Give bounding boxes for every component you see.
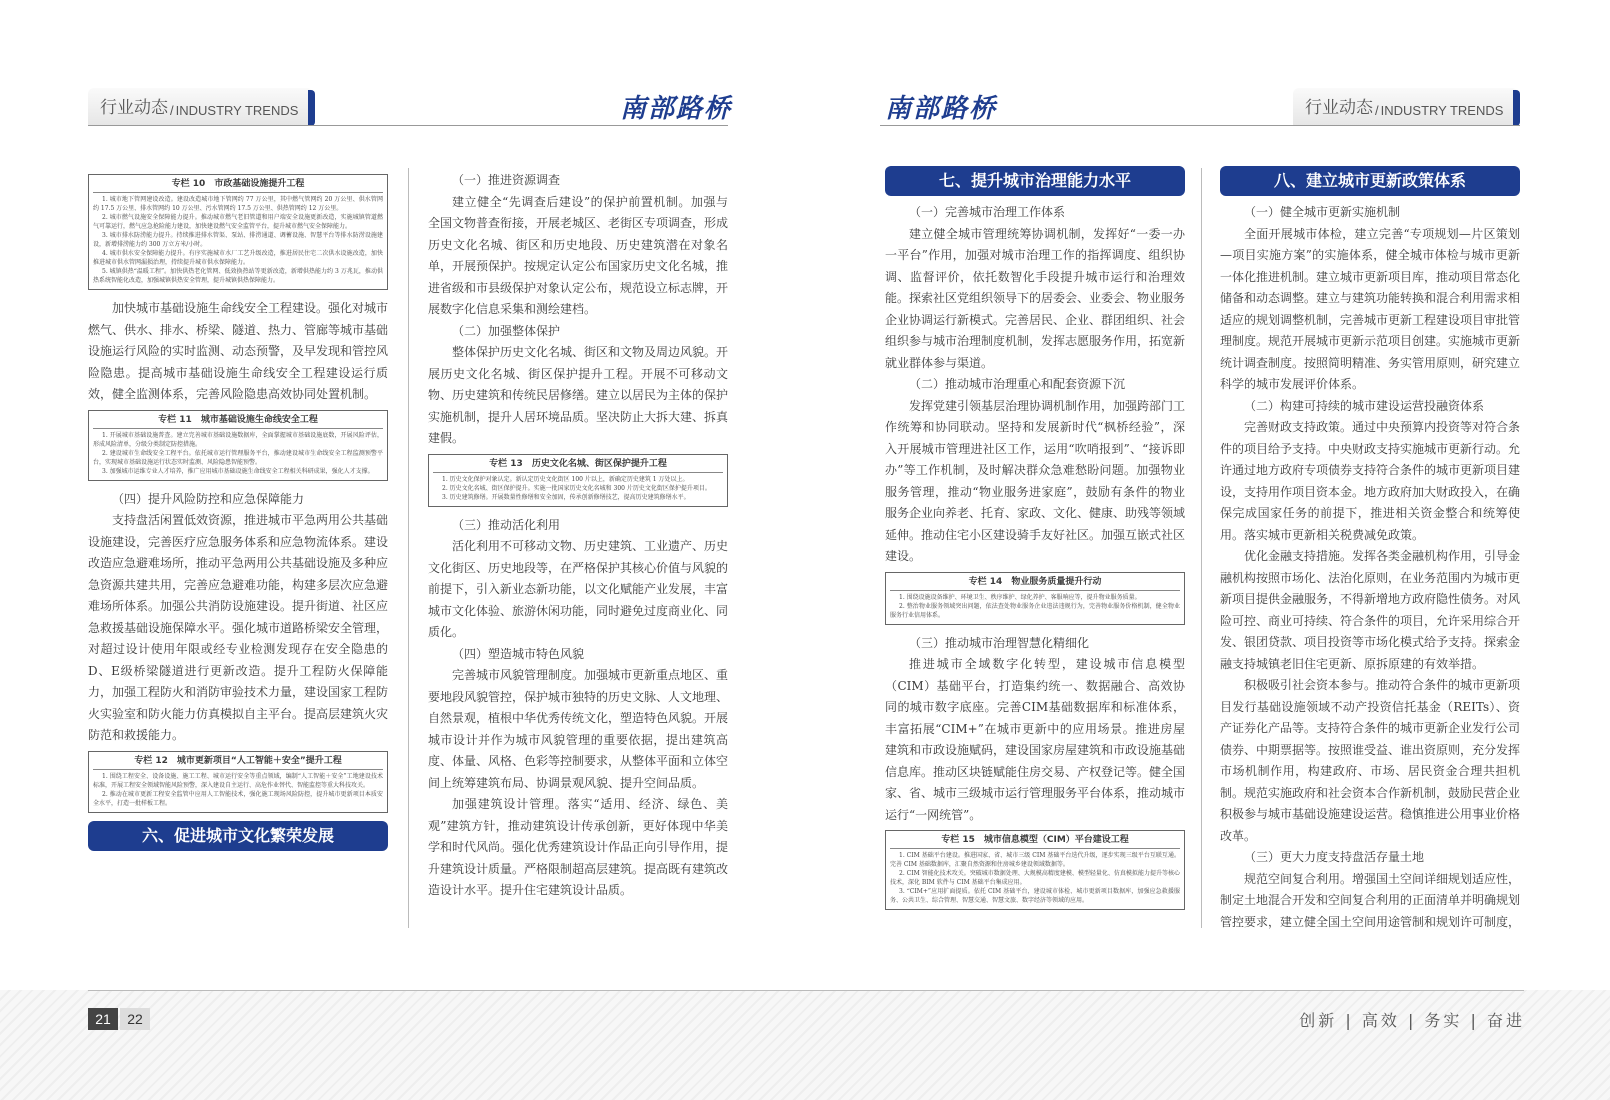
box-item: 2. CIM 智能化技术攻关。突破城市数据处理、大规模高精度建模、模型轻量化、仿真模拟能力提升等核心技术，深化 BIM 软件与 CIM 基础平台集成应用。	[890, 870, 1180, 886]
column-divider	[408, 168, 409, 928]
header-rule	[88, 125, 728, 126]
subsection-heading: （一）完善城市治理工作体系	[909, 205, 1066, 219]
body-paragraph: 建立健全城市管理统筹协调机制，发挥好“一委一办一平台”作用，加强对城市治理工作的指挥调度、组织协调、监督评价，依托数智化手段提升城市运行和治理效能。探索社区党组织领导下的居委会、业委会、物业服务企业协调运行新模式。完善居民、企业、群团组织、社会组织参与城市治理制度机制，发挥志愿服务作用，拓宽新就业群体参与渠道。	[885, 226, 1186, 370]
footer-background	[0, 990, 1610, 1100]
section-slash: /	[1375, 103, 1379, 118]
box-item: 1. 围绕工程安全、设备设施、施工工程、城市运行安全等重点领域，编制“人工智能＋安全”工地建设技术标准，开展工程安全领域智能风险预警，深入建设自主运行、高危作业替代、智能监控等重大科技攻关。	[93, 772, 383, 789]
column-divider	[1201, 168, 1202, 928]
header-accent-bar	[1513, 90, 1520, 126]
column-2	[428, 170, 728, 902]
body-paragraph: 建立健全“先调查后建设”的保护前置机制。加强与全国文物普查衔接，开展老城区、老街区专项调查，形成历史文化名城、街区和历史地段、历史建筑潜在对象名单，开展预保护。按规定认定公布国家历史文化名城，推进省级和市县级保护对象认定公布，规范设立标志牌，开展数字化信息采集和测绘建档。	[428, 194, 729, 316]
subsection-heading: （一）推进资源调查	[452, 173, 561, 187]
subsection-heading: （四）塑造城市特色风貌	[452, 646, 585, 661]
sidebar-box-13	[428, 454, 728, 507]
box-item: 2. 整治物业服务领域突出问题，依法查处物业服务企业违法违规行为，完善物业服务价格机制，健全物业服务行业信用体系。	[890, 602, 1180, 619]
sidebar-box-15	[885, 830, 1185, 910]
body-paragraph: 加强建筑设计管理。落实“适用、经济、绿色、美观”建筑方针，推动建筑设计传承创新，更好体现中华美学和时代风尚。强化优秀建筑设计作品正向引导作用，提升建筑设计质量。严格限制超高层建筑。提高既有建筑改造设计水平。提升住宅建筑设计品质。	[428, 797, 729, 897]
section-title-en: INDUSTRY TRENDS	[1380, 103, 1504, 118]
box-item: 2. 历史文化名城、街区保护提升。实施一批国家历史文化名城和 300 片历史文化街区保护提升项目。	[442, 484, 711, 492]
subsection-heading: （二）构建可持续的城市建设运营投融资体系	[1244, 398, 1485, 413]
box-title: 专栏 14 物业服务质量提升行动	[890, 575, 1180, 591]
header-rule	[880, 125, 1520, 126]
box-item: 3. 城市排水防涝能力提升。持续推进排水管渠、泵站、排涝通道、调蓄设施、智慧平台等排水防涝设施建设，新增排涝能力约 300 万立方米/小时。	[93, 232, 383, 248]
footer-slogan: 创新 | 高效 | 务实 | 奋进	[1299, 1011, 1525, 1030]
body-paragraph: 加快城市基础设施生命线安全工程建设。强化对城市燃气、供水、排水、桥梁、隧道、热力、管廊等城市基础设施运行风险的实时监测、动态预警，及早发现和管控风险隐患。提高城市基础设施生命线安全工程建设运行质效，健全监测体系，完善风险隐患高效协同处置机制。	[88, 301, 389, 401]
body-paragraph: 发挥党建引领基层治理协调机制作用，加强跨部门工作统筹和协同联动。坚持和发展新时代“枫桥经验”，深入开展城市管理进社区工作，运用“吹哨报到”、“接诉即办”等工作机制，及时解决群众急难愁盼问题。加强物业服务管理，推动“物业服务进家庭”，鼓励有条件的物业服务企业向养老、托育、家政、文化、健康、助残等领域延伸。推动住宅小区建设骑手友好社区。加强互嵌式社区建设。	[885, 398, 1186, 563]
column-1	[88, 170, 388, 857]
brand-logo: 南部路桥	[885, 94, 998, 124]
box-title: 专栏 15 城市信息模型（CIM）平台建设工程	[890, 833, 1180, 849]
box-item: 1. 城市地下管网建设改造。建设改造城市地下管网约 77 万公里，其中燃气管网约 20 万公里、供水管网约 17.5 万公里、排水管网约 10 万公里、污水管网约 17.5 万公里、供热管网约 12 万公里。	[93, 196, 383, 212]
section-title-cn: 行业动态	[1305, 98, 1373, 118]
subsection-heading: （三）推动城市治理智慧化精细化	[909, 635, 1090, 650]
subsection-heading: （二）加强整体保护	[452, 323, 561, 338]
box-title: 专栏 11 城市基础设施生命线安全工程	[93, 413, 383, 429]
body-paragraph: 整体保护历史文化名城、街区和文物及周边风貌。开展历史文化名城、街区保护提升工程。开展不可移动文物、历史建筑和传统民居修缮。建立以居民为主体的保护实施机制，提升人居环境品质。坚决防止大拆大建、拆真建假。	[428, 345, 729, 445]
body-paragraph: 支持盘活闲置低效资源，推进城市平急两用公共基础设施建设，完善医疗应急服务体系和应急物流体系。建设改造应急避难场所，推动平急两用公共基础设施及多种应急资源共建共用，完善应急避难功能，构建多层次应急避难场所体系。加强公共消防设施建设。提升街道、社区应急救援基础设施保障水平。强化城市道路桥梁安全管理，对超过设计使用年限或经专业检测发现存在安全隐患的D、E级桥梁隧道进行更新改造。提升工程防火保障能力，加强工程防火和消防审验技术力量，建设国家工程防火实验室和防火能力仿真模拟自主平台。提高层建筑火灾防范和救援能力。	[88, 513, 389, 742]
subsection-heading: （四）提升风险防控和应急保障能力	[112, 491, 305, 506]
column-4	[1220, 170, 1520, 933]
section-title-cn: 行业动态	[100, 98, 168, 118]
body-paragraph: 活化利用不可移动文物、历史建筑、工业遗产、历史文化街区、历史地段等，在严格保护其核心价值与风貌的前提下，引入新业态新功能，以文化赋能产业发展，丰富城市文化体验、旅游休闲功能，同时避免过度商业化、同质化。	[428, 539, 729, 639]
section-header-tab	[1293, 88, 1518, 126]
body-paragraph: 完善财政支持政策。通过中央预算内投资等对符合条件的项目给予支持。中央财政支持实施城市更新行动。允许通过地方政府专项债券支持符合条件的城市更新项目建设，支持用作项目资本金。地方政府加大财政投入，在确保完成国家任务的前提下，推进相关资金整合和统筹使用。落实城市更新相关税费减免政策。	[1220, 420, 1521, 542]
chapter-heading-7: 七、提升城市治理能力水平	[885, 166, 1185, 196]
brand-logo: 南部路桥	[620, 94, 733, 124]
box-item: 3. 历史建筑修缮。开展数量性修缮和安全加固，传承创新修缮技艺，提高历史建筑修缮水平。	[442, 493, 690, 501]
box-item: 1. 历史文化保护对象认定。新认定历史文化街区 100 片以上，新确定历史建筑 1 万处以上。	[442, 475, 689, 483]
body-paragraph: 推进城市全域数字化转型，建设城市信息模型（CIM）基础平台，打造集约统一、数据融合、高效协同的城市数字底座。完善CIM基础数据库和标准体系，丰富拓展“CIM+”在城市更新中的应用场景。推进房屋建筑和市政设施赋码，建设国家房屋建筑和市政设施基础信息库。推动区块链赋能住房交易、产权登记等。健全国家、省、城市三级城市运行管理服务平台体系，推动城市运行“一网统管”。	[885, 657, 1186, 822]
header-accent-bar	[308, 90, 315, 126]
body-paragraph: 积极吸引社会资本参与。推动符合条件的城市更新项目发行基础设施领域不动产投资信托基金（REITs）、资产证券化产品等。支持符合条件的城市更新企业发行公司债券、中期票据等。按照谁受益、谁出资原则，充分发挥市场机制作用，构建政府、市场、居民资金合理共担机制。规范实施政府和社会资本合作新机制，鼓励民营企业积极参与城市基础设施建设运营。稳慎推进公用事业价格改革。	[1220, 678, 1521, 843]
sidebar-box-11	[88, 410, 388, 481]
box-item: 2. 建设城市生命线安全工程平台。依托城市运行管理服务平台，推动建设城市生命线安全工程监测预警平台，实现城市基础设施运行状态实时监测、风险隐患智能预警。	[93, 449, 383, 466]
chapter-heading-8: 八、建立城市更新政策体系	[1220, 166, 1520, 196]
right-page	[805, 0, 1610, 1100]
subsection-heading: （三）推动活化利用	[452, 517, 561, 532]
box-item: 2. 推动在城市更新工程安全监管中应用人工智能技术，强化施工现场风险防控，提升城市更新项目本质安全水平，打造一批样板工程。	[93, 790, 383, 807]
subsection-heading: （三）更大力度支持盘活存量土地	[1244, 850, 1425, 864]
box-title: 专栏 10 市政基础设施提升工程	[93, 177, 383, 193]
body-paragraph: 全面开展城市体检，建立完善“专项规划—片区策划—项目实施方案”的实施体系，健全城市体检与城市更新一体化推进机制。建立城市更新项目库，推动项目常态化储备和动态调整。建立与建筑功能转换和混合利用需求相适应的规划调整机制，完善城市更新工程建设项目审批管理制度。规范开展城市更新示范项目创建。实施城市更新统计调查制度。按照简明精准、务实管用原则，研究建立科学的城市发展评价体系。	[1220, 226, 1521, 391]
body-paragraph: 完善城市风貌管理制度。加强城市更新重点地区、重要地段风貌管控，保护城市独特的历史文脉、人文地理、自然景观，植根中华优秀传统文化，塑造特色风貌。开展城市设计并作为城市风貌管理的重要依据，提出建筑高度、体量、风格、色彩等控制要求，从整体平面和立体空间上统筹建筑布局、协调景观风貌、提升空间品质。	[428, 668, 729, 790]
page-number-right: 22	[120, 1008, 150, 1030]
body-paragraph: 规范空间复合利用。增强国土空间详细规划适应性，制定土地混合开发和空间复合利用的正面清单并明确规划管控要求，建立健全国土空间用途管制和规划许可制度，	[1220, 871, 1521, 929]
subsection-heading: （一）健全城市更新实施机制	[1244, 205, 1401, 219]
box-item: 2. 城市燃气设施安全保障能力提升。推动城市燃气老旧管道和用户端安全设施更新改造，实施城镇管道燃气可靠运行，燃气应急抢险能力建设，加快建设燃气安全监管平台，提升城市燃气安全保障能力。	[93, 214, 383, 230]
box-title: 专栏 12 城市更新项目“人工智能＋安全”提升工程	[93, 754, 383, 770]
box-item: 1. 围绕设施设备维护、环境卫生、秩序维护、绿化养护、客服响应等，提升物业服务质量。	[899, 593, 1141, 601]
box-item: 1. CIM 基础平台建设。推进国家、省、城市三级 CIM 基础平台迭代升级，逐步实现三级平台互联互通。完善 CIM 基础数据库，汇聚自然资源和住房城乡建设领域数据等。	[890, 852, 1180, 868]
section-slash: /	[170, 103, 174, 118]
chapter-heading-6: 六、促进城市文化繁荣发展	[88, 821, 388, 851]
box-item: 4. 城市供水安全保障能力提升。有序实施城市水厂工艺升级改造，推进居民住宅二次供水设施改造，加快推进城市供水管网漏损治理，持续提升城市供水保障能力。	[93, 250, 383, 266]
section-header-tab	[88, 88, 313, 126]
column-3	[885, 170, 1185, 918]
box-item: 3. 加强城市运维专业人才培养，推广应用城市基础设施生命线安全工程相关科研成果，强化人才支撑。	[102, 467, 374, 475]
box-title: 专栏 13 历史文化名城、街区保护提升工程	[433, 457, 723, 473]
box-item: 1. 开展城市基础设施普查。建立完善城市基础设施数据库，全面掌握城市基础设施底数，开展风险评估，形成风险清单，分级分类制定防控措施。	[93, 431, 383, 448]
page-number-left: 21	[88, 1008, 118, 1030]
body-paragraph: 优化金融支持措施。发挥各类金融机构作用，引导金融机构按照市场化、法治化原则，在业务范围内为城市更新项目提供金融服务，不得新增地方政府隐性债务。对风险可控、商业可持续、符合条件的项目，允许采用综合开发、银团贷款、项目投资等市场化模式给予支持。探索金融支持城镇老旧住宅更新、原拆原建的有效举措。	[1220, 549, 1521, 671]
section-title-en: INDUSTRY TRENDS	[175, 103, 299, 118]
box-item: 3. “CIM+”应用扩面提质。依托 CIM 基础平台，建设城市体检、城市更新项目数据库，加强应急救援服务、公共卫生、综合管理、智慧交通、智慧文旅、数字经济等领域的应用。	[890, 888, 1180, 904]
sidebar-box-10	[88, 174, 388, 290]
box-item: 5. 城镇供热“温暖工程”。加快供热老化管网、低效换热站等更新改造，新增供热能力约 3 万兆瓦，推动供热系统智能化改造，加强城镇供热安全管理，提升城镇供热保障能力。	[93, 268, 383, 284]
sidebar-box-14	[885, 572, 1185, 625]
sidebar-box-12	[88, 751, 388, 813]
subsection-heading: （二）推动城市治理重心和配套资源下沉	[909, 377, 1126, 391]
footer-rule	[88, 990, 1524, 991]
